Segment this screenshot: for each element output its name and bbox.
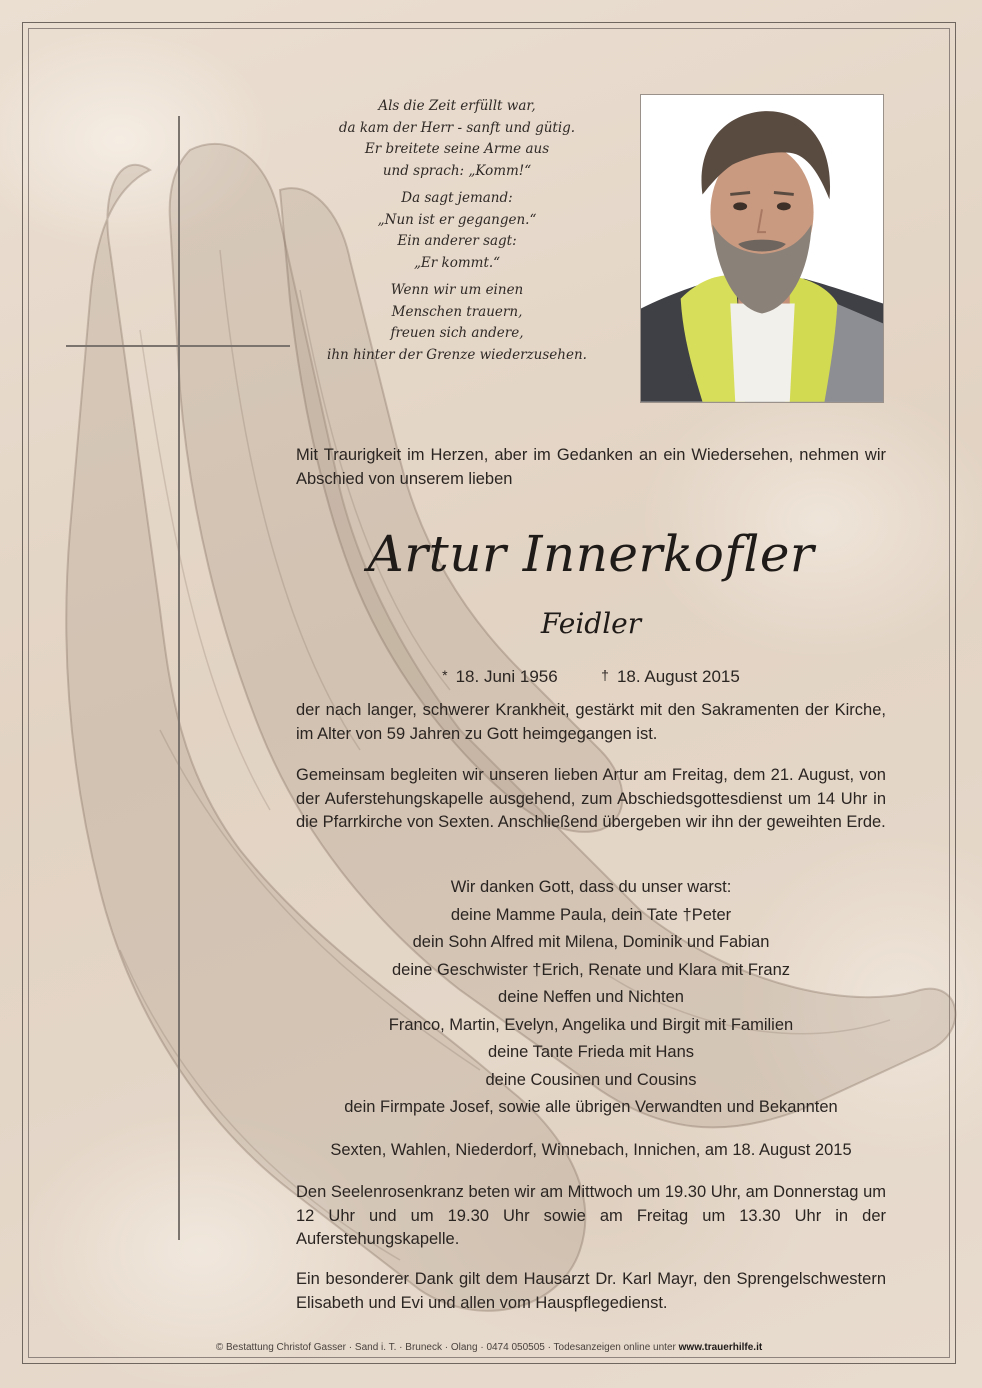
deceased-name: Artur Innerkofler	[367, 525, 815, 583]
poem-line: Wenn wir um einen	[390, 282, 524, 298]
birth-symbol: *	[442, 667, 448, 683]
death-date: 18. August 2015	[616, 667, 740, 686]
family-line: dein Sohn Alfred mit Milena, Dominik und Fabian	[412, 933, 770, 951]
poem-line: Als die Zeit erfüllt war,	[378, 98, 536, 114]
poem-line: Da sagt jemand:	[401, 190, 513, 206]
life-dates	[296, 663, 886, 689]
poem-line: „Nun ist er gegangen.“	[377, 211, 537, 228]
family-line: deine Geschwister †Erich, Renate und Klara mit Franz	[391, 960, 790, 979]
thanks-text: Ein besonderer Dank gilt dem Hausarzt Dr. Karl Mayr, den Sprengelschwestern Elisabeth und Evi und allen vom Hauspflegedienst.	[296, 1270, 886, 1312]
death-symbol: †	[601, 667, 609, 683]
places-and-date: Sexten, Wahlen, Niederdorf, Winnebach, Innichen, am 18. August 2015	[330, 1141, 852, 1159]
deceased-nickname: Feidler	[540, 607, 642, 640]
poem-line: und sprach: „Komm!“	[382, 162, 532, 179]
family-line: dein Firmpate Josef, sowie alle übrigen Verwandten und Bekannten	[344, 1098, 838, 1116]
cross-horizontal-beam	[66, 345, 290, 347]
poem-stanza-2	[292, 188, 622, 274]
family-line: deine Neffen und Nichten	[498, 988, 684, 1006]
portrait-photo	[640, 94, 884, 403]
birth-date: 18. Juni 1956	[455, 667, 558, 686]
family-line: Wir danken Gott, dass du unser warst:	[450, 878, 732, 896]
poem-line: Menschen trauern,	[391, 303, 523, 320]
poem-stanza-1	[292, 96, 622, 182]
poem-line: freuen sich andere,	[390, 325, 524, 341]
family-line: deine Mamme Paula, dein Tate †Peter	[450, 905, 732, 924]
poem-line: da kam der Herr - sanft und gütig.	[338, 119, 576, 136]
poem-line: „Er kommt.“	[413, 254, 501, 271]
poem	[292, 96, 622, 372]
rosary-text: Den Seelenrosenkranz beten wir am Mittwoch um 19.30 Uhr, am Donnerstag um 12 Uhr und um 19.30 Uhr sowie am Freitag um 13.30 Uhr in der Auferstehungskapelle.	[296, 1183, 886, 1248]
intro-text: Mit Traurigkeit im Herzen, aber im Gedanken an ein Wiedersehen, nehmen wir Abschied von unserem lieben	[296, 446, 886, 488]
portrait-illustration	[641, 95, 883, 402]
family-list	[296, 874, 886, 1122]
poem-line: Ein anderer sagt:	[397, 233, 517, 249]
passing-text: der nach langer, schwerer Krankheit, gestärkt mit den Sakramenten der Kirche, im Alter von 59 Jahren zu Gott heimgegangen ist.	[296, 701, 886, 743]
poem-line: Er breitete seine Arme aus	[364, 141, 550, 157]
poem-line: ihn hinter der Grenze wiederzusehen.	[327, 346, 587, 363]
funeral-text: Gemeinsam begleiten wir unseren lieben Artur am Freitag, dem 21. August, von der Auferstehungskapelle ausgehend, zum Abschiedsgottesdienst um 14 Uhr in die Pfarrkirche von Sexten. Anschließend übergeben wir ihn der geweihten Erde.	[296, 766, 886, 831]
family-line: deine Tante Frieda mit Hans	[487, 1043, 695, 1061]
poem-stanza-3	[292, 280, 622, 366]
footer-website-link[interactable]: www.trauerhilfe.it	[678, 1342, 763, 1353]
family-line: Franco, Martin, Evelyn, Angelika und Birgit mit Familien	[388, 1015, 794, 1034]
footer-text: © Bestattung Christof Gasser · Sand i. T. · Bruneck · Olang · 0474 050505 · Todesanzeigen online unter	[215, 1342, 676, 1353]
footer	[28, 1342, 950, 1353]
family-line: deine Cousinen und Cousins	[485, 1070, 697, 1089]
cross-vertical-beam	[178, 116, 180, 1240]
